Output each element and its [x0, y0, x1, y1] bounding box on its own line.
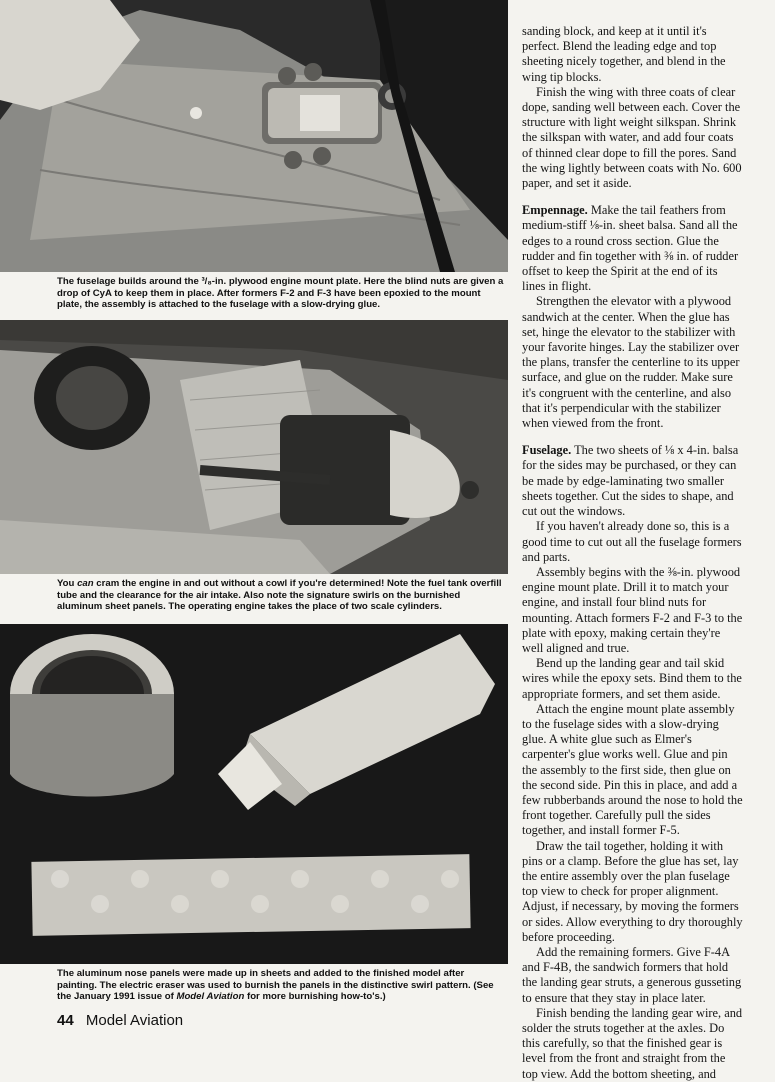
caption-3-pre: The aluminum nose panels were made up in sheets and added to the finished model after painting. The electric eraser was used to burnish the panels in the distinctive swirl pattern. (See the January 1991 issue of: [57, 968, 494, 1003]
photo-caption-1: The fuselage builds around the ³/₈-in. plywood engine mount plate. Here the blind nuts are given a drop of CyA to keep them in place. After formers F-2 and F-3 have been epoxied to the mount plate, the assembly is attached to the fuselage with a slow-drying glue.: [57, 276, 504, 311]
photo-engine-installed: [0, 320, 508, 574]
article-paragraph: Assembly begins with the ⅜-in. plywood engine mount plate. Drill it to match your engine, and install four blind nuts for mounting. Attach formers F-2 and F-3 to the plate with epoxy, making certain they're well aligned and true.: [522, 564, 743, 655]
article-paragraph: Strengthen the elevator with a plywood sandwich at the center. When the glue has set, hinge the elevator to the stabilizer with your favorite hinges. Lay the stabilizer over the plans, transfer the centerline to its upper surface, and glue on the rudder. Make sure it's congruent with the centerline, and also that it's perpendicular with the stabilizer when viewed from the front.: [522, 294, 740, 431]
section-empennage: [522, 203, 744, 294]
fuselage-text: The two sheets of ⅛ x 4-in. balsa for the sides may be purchased, or they can be made by edge-laminating two smaller sheets together. Cut the sides to shape, and cut out the windows.: [522, 443, 739, 519]
caption-2-pre: You: [57, 578, 78, 589]
section-heading-empennage: Empennage.: [522, 203, 588, 218]
caption-3-emphasis: Model Aviation: [176, 991, 245, 1003]
article-paragraph: Finish bending the landing gear wire, and solder the struts together at the axles. Do this carefully, so that the finished gear is level from the front and straight from the top view. Add the bottom sheeting, and: [522, 1005, 743, 1081]
caption-2-emphasis: can: [77, 578, 94, 589]
photo-caption-3: [57, 968, 505, 1003]
empennage-text: Make the tail feathers from medium-stiff ⅛-in. sheet balsa. Sand all the edges to a round cross section. Glue the rudder and fin together with ⅜ in. of rudder offset to keep the Spirit at the end of its lines in flight.: [522, 203, 739, 294]
article-paragraph: Attach the engine mount plate assembly to the fuselage sides with a slow-drying glue. A white glue such as Elmer's carpenter's glue works well. Glue and pin the assembly to the first side, then glue on the second side. Pin this in place, and add a few rubberbands around the nose to hold the front together. Carefully pull the sides together, and install former F-5.: [522, 701, 743, 838]
engine-mount-image: [0, 0, 508, 272]
page-footer: [57, 1012, 183, 1029]
photo-caption-2: [57, 578, 505, 613]
article-column: [522, 24, 744, 1082]
article-paragraph: Draw the tail together, holding it with pins or a clamp. Before the glue has set, lay the entire assembly over the plan fuselage top view to check for proper alignment. Adjust, if necessary, by moving the formers or sides. Allow everything to dry thoroughly before proceeding.: [522, 838, 743, 944]
caption-2-post: cram the engine in and out without a cowl if you're determined! Note the fuel tank overfill tube and the clearance for the air intake. Also note the signature swirls on the burnished aluminum sheet panels. The operating engine takes the place of two scale cylinders.: [57, 578, 502, 613]
photo-burnishing-tools: [0, 624, 508, 964]
magazine-name: Model Aviation: [85, 1012, 184, 1029]
burnishing-tools-image: [0, 624, 508, 964]
photo-engine-mount: [0, 0, 508, 272]
article-paragraph: sanding block, and keep at it until it's perfect. Blend the leading edge and top sheeting nicely together, and blend in the wing tip blocks.: [522, 24, 726, 84]
article-paragraph: If you haven't already done so, this is a good time to cut out all the fuselage formers and parts.: [522, 519, 742, 564]
section-heading-fuselage: Fuselage.: [522, 443, 572, 458]
article-paragraph: Finish the wing with three coats of clear dope, sanding well between each. Cover the structure with light weight silkspan. Shrink the silkspan with water, and add four coats of thinned clear dope to fill the pores. Sand the wing lightly between coats with No. 600 paper, and set it aside.: [522, 84, 742, 191]
section-fuselage: [522, 443, 744, 519]
article-paragraph: Add the remaining formers. Give F-4A and F-4B, the sandwich formers that hold the landing gear struts, a generous gusseting to ensure that they stay in place later.: [522, 944, 742, 1005]
engine-installed-image: [0, 320, 508, 574]
page-number: 44: [57, 1012, 74, 1029]
article-paragraph: Bend up the landing gear and tail skid wires while the epoxy sets. Bind them to the appropriate formers, and set them aside.: [522, 656, 742, 701]
caption-3-post: for more burnishing how-to's.): [244, 991, 386, 1003]
